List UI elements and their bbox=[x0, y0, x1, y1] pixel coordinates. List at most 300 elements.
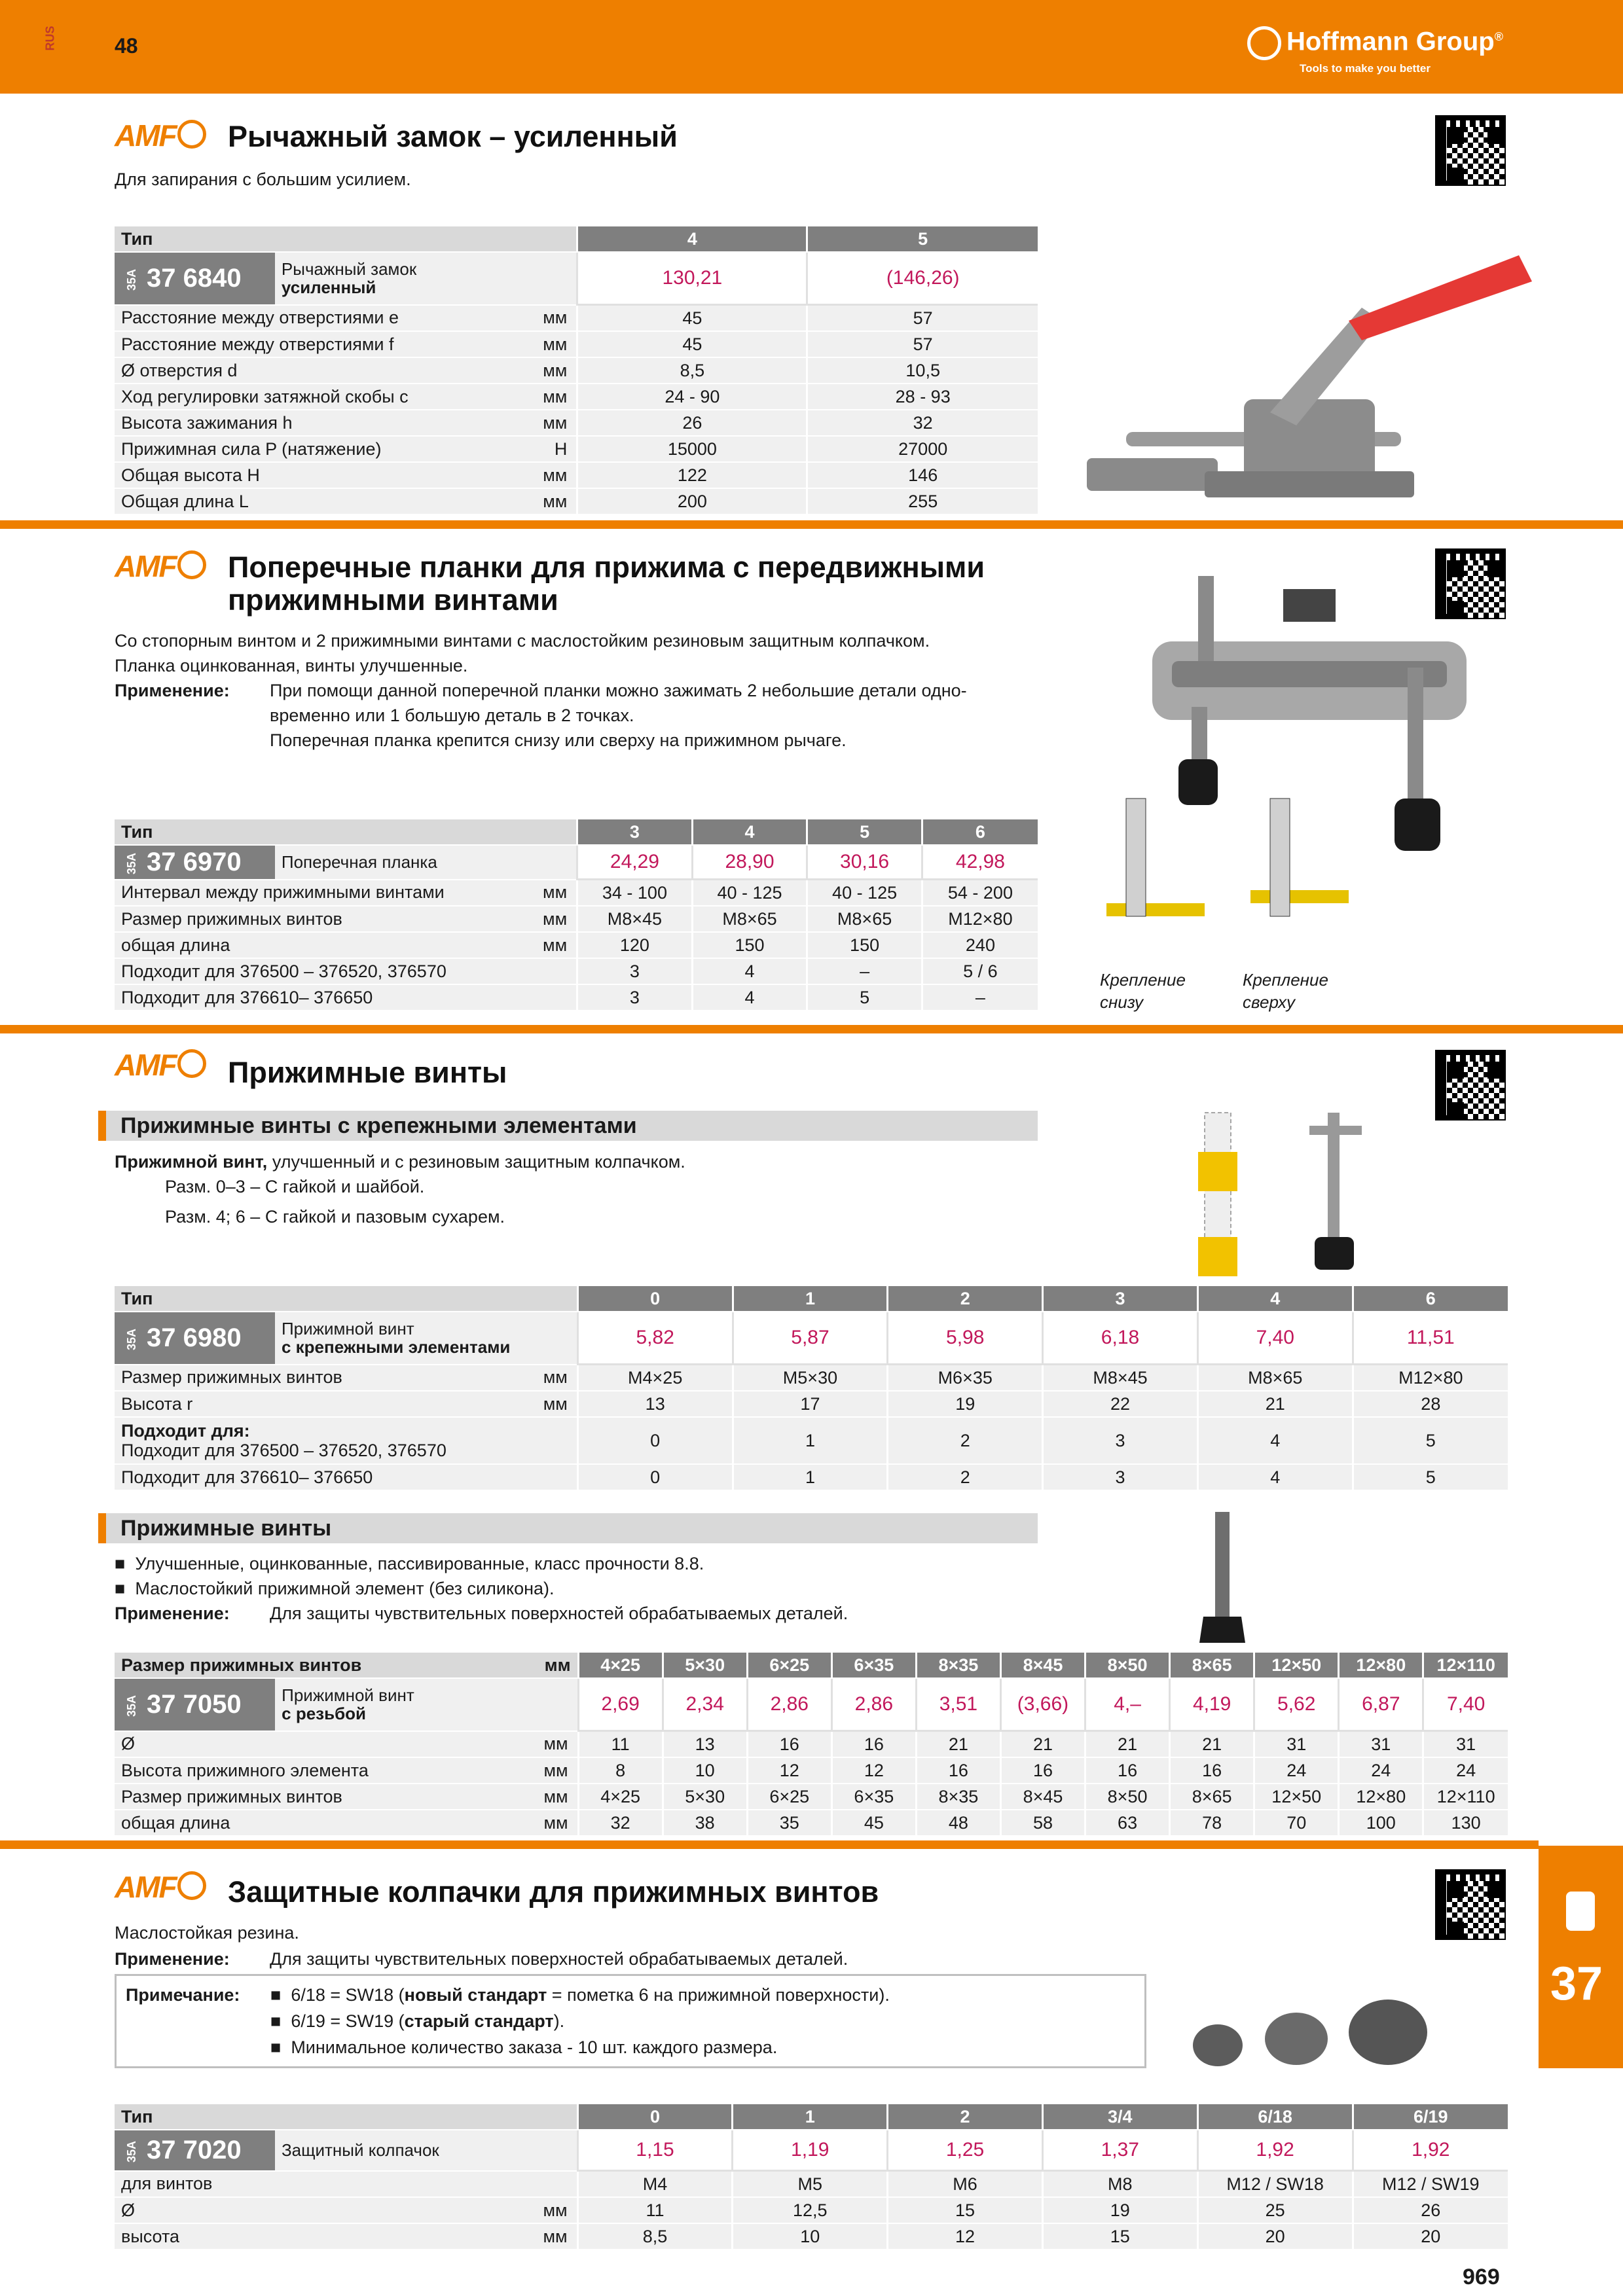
row-unit: мм bbox=[537, 1757, 578, 1784]
col-header: 1 bbox=[733, 2104, 888, 2130]
cell: 2 bbox=[888, 1464, 1043, 1490]
row-unit: мм bbox=[536, 2223, 577, 2250]
cell: M8×65 bbox=[807, 906, 922, 932]
cell: M4 bbox=[577, 2171, 733, 2198]
table-row bbox=[115, 488, 1038, 514]
col-header: 0 bbox=[577, 1286, 733, 1312]
hoffmann-logo-icon bbox=[1247, 26, 1281, 60]
col-header: 6/18 bbox=[1197, 2104, 1353, 2130]
price: 5,87 bbox=[733, 1312, 888, 1365]
col-header: 12×80 bbox=[1339, 1653, 1423, 1678]
col-header: 8×35 bbox=[916, 1653, 1000, 1678]
section-separator bbox=[0, 1840, 1539, 1849]
col-header: 6 bbox=[922, 819, 1038, 845]
cell: 12,5 bbox=[733, 2197, 888, 2223]
cell: – bbox=[922, 984, 1038, 1011]
spec-table-377020 bbox=[115, 2104, 1508, 2250]
col-header: 2 bbox=[888, 1286, 1043, 1312]
table-row bbox=[115, 2223, 1508, 2250]
spec-table-376840 bbox=[115, 226, 1038, 515]
cell: 100 bbox=[1339, 1810, 1423, 1836]
cell: 32 bbox=[807, 410, 1038, 436]
note-box bbox=[115, 1974, 1146, 2068]
cell: 20 bbox=[1197, 2223, 1353, 2250]
cell: 8×45 bbox=[1000, 1784, 1085, 1810]
cell: 130 bbox=[1423, 1810, 1508, 1836]
cell: 4 bbox=[692, 958, 807, 984]
price: (146,26) bbox=[807, 252, 1038, 305]
type-label: Размер прижимных винтов bbox=[115, 1653, 537, 1678]
cell: 3 bbox=[1043, 1417, 1198, 1464]
row-label: высота bbox=[115, 2223, 536, 2250]
price: 30,16 bbox=[807, 845, 922, 880]
table-row bbox=[115, 1464, 1508, 1490]
qr-code-icon bbox=[1435, 1869, 1506, 1940]
row-label: Подходит для 376500 – 376520, 376570 bbox=[115, 958, 536, 984]
spec-table-376980 bbox=[115, 1286, 1508, 1491]
row-unit: мм bbox=[536, 384, 577, 410]
type-label: Тип bbox=[115, 2104, 577, 2130]
product-name: Поперечная планка bbox=[275, 845, 577, 880]
cell: 0 bbox=[577, 1464, 733, 1490]
row-label: Размер прижимных винтов bbox=[115, 906, 536, 932]
cell: 4 bbox=[692, 984, 807, 1011]
table-row bbox=[115, 1391, 1508, 1417]
cell: 120 bbox=[577, 932, 693, 958]
table-row bbox=[115, 2171, 1508, 2198]
cell: 22 bbox=[1043, 1391, 1198, 1417]
table-row bbox=[115, 2197, 1508, 2223]
amf-logo: AMF bbox=[115, 1869, 206, 1905]
application-label: Применение: bbox=[115, 1604, 230, 1623]
cell: 12×110 bbox=[1423, 1784, 1508, 1810]
row-label: Подходит для 376610– 376650 bbox=[115, 1464, 577, 1490]
cell: 10 bbox=[663, 1757, 747, 1784]
row-unit: Н bbox=[536, 436, 577, 462]
table-row bbox=[115, 436, 1038, 462]
row-label: Расстояние между отверстиями f bbox=[115, 331, 536, 357]
cell: 48 bbox=[916, 1810, 1000, 1836]
cell: 15000 bbox=[577, 436, 807, 462]
cell: 16 bbox=[916, 1757, 1000, 1784]
cell: 5 bbox=[807, 984, 922, 1011]
row-unit: мм bbox=[536, 932, 577, 958]
cell: 24 bbox=[1339, 1757, 1423, 1784]
article-code: 35A 37 6970 bbox=[115, 845, 275, 880]
cell: 13 bbox=[577, 1391, 733, 1417]
cell: 12 bbox=[831, 1757, 916, 1784]
section-description: Маслостойкая резина. bbox=[115, 1923, 299, 1943]
col-header: 6 bbox=[1353, 1286, 1508, 1312]
cell: 32 bbox=[578, 1810, 663, 1836]
row-label: Общая длина L bbox=[115, 488, 536, 514]
price: 2,86 bbox=[831, 1678, 916, 1731]
footer-page-number: 969 bbox=[1463, 2265, 1500, 2289]
cell: M12×80 bbox=[1353, 1365, 1508, 1391]
brand-mark: ® bbox=[1494, 30, 1503, 44]
col-header: 8×65 bbox=[1170, 1653, 1254, 1678]
cell: M5 bbox=[733, 2171, 888, 2198]
cell: M8×65 bbox=[692, 906, 807, 932]
table-row bbox=[115, 384, 1038, 410]
cell: 24 bbox=[1423, 1757, 1508, 1784]
price: 1,25 bbox=[888, 2130, 1043, 2171]
row-label: Расстояние между отверстиями e bbox=[115, 305, 536, 332]
brand-name: Hoffmann Group bbox=[1286, 27, 1495, 56]
col-header: 5×30 bbox=[663, 1653, 747, 1678]
table-header-row bbox=[115, 819, 1038, 845]
cell: 200 bbox=[577, 488, 807, 514]
cell: 24 - 90 bbox=[577, 384, 807, 410]
row-unit: мм bbox=[536, 880, 577, 906]
cell: 240 bbox=[922, 932, 1038, 958]
section-description: Для запирания с большим усилием. bbox=[115, 170, 411, 189]
section-separator bbox=[0, 520, 1623, 529]
cell: 19 bbox=[888, 1391, 1043, 1417]
cell: 0 bbox=[577, 1417, 733, 1464]
cell: 122 bbox=[577, 462, 807, 488]
table-row bbox=[115, 357, 1038, 384]
table-header-row bbox=[115, 226, 1038, 252]
cell: M8 bbox=[1042, 2171, 1197, 2198]
product-name: Защитный колпачок bbox=[275, 2130, 577, 2171]
price: 1,37 bbox=[1042, 2130, 1197, 2171]
cell: 26 bbox=[577, 410, 807, 436]
table-row bbox=[115, 305, 1038, 332]
row-unit: мм bbox=[537, 1365, 578, 1391]
price: 42,98 bbox=[922, 845, 1038, 880]
note-item: ■ Минимальное количество заказа - 10 шт. каждого размера. bbox=[270, 2037, 778, 2057]
note-item: ■ 6/19 = SW19 (старый стандарт). bbox=[270, 2011, 565, 2031]
table-row bbox=[115, 410, 1038, 436]
cell: M8×65 bbox=[1197, 1365, 1353, 1391]
col-header: 5 bbox=[807, 226, 1038, 252]
application-label: Применение: bbox=[115, 1949, 230, 1969]
caption-bottom-mount: Крепление снизу bbox=[1100, 970, 1186, 1012]
price-row bbox=[115, 2130, 1508, 2171]
row-unit: мм bbox=[536, 906, 577, 932]
price: 7,40 bbox=[1197, 1312, 1353, 1365]
section-description: Прижимной винт, улучшенный и с резиновым защитным колпачком. bbox=[115, 1152, 685, 1172]
row-unit: мм bbox=[536, 305, 577, 332]
row-label: Размер прижимных винтов bbox=[115, 1784, 537, 1810]
cell: 28 bbox=[1353, 1391, 1508, 1417]
cell: 3 bbox=[577, 984, 693, 1011]
table-row bbox=[115, 1731, 1508, 1758]
row-label: Ø отверстия d bbox=[115, 357, 536, 384]
cell: M12 / SW18 bbox=[1197, 2171, 1353, 2198]
cell: 34 - 100 bbox=[577, 880, 693, 906]
price: 1,92 bbox=[1353, 2130, 1508, 2171]
qr-code-icon bbox=[1435, 115, 1506, 186]
row-label: Высота зажимания h bbox=[115, 410, 536, 436]
cell: 3 bbox=[577, 958, 693, 984]
cell: 21 bbox=[1197, 1391, 1353, 1417]
col-header: 6×25 bbox=[747, 1653, 831, 1678]
cell: M12 / SW19 bbox=[1353, 2171, 1508, 2198]
col-header: 12×50 bbox=[1254, 1653, 1339, 1678]
price: 5,98 bbox=[888, 1312, 1043, 1365]
chapter-number: 37 bbox=[1550, 1958, 1603, 2010]
row-unit: мм bbox=[537, 1391, 578, 1417]
cell: 10 bbox=[733, 2223, 888, 2250]
product-name: Прижимной винт с крепежными элементами bbox=[275, 1312, 577, 1365]
cell: 4×25 bbox=[578, 1784, 663, 1810]
cell: 20 bbox=[1353, 2223, 1508, 2250]
row-unit: мм bbox=[536, 331, 577, 357]
cell: 150 bbox=[692, 932, 807, 958]
cell: 21 bbox=[1085, 1731, 1170, 1758]
cell: 31 bbox=[1423, 1731, 1508, 1758]
price: 130,21 bbox=[577, 252, 807, 305]
cell: 8×35 bbox=[916, 1784, 1000, 1810]
row-unit: мм bbox=[536, 488, 577, 514]
bullet-item: ■ Маслостойкий прижимной элемент (без силикона). bbox=[115, 1579, 555, 1598]
cell: 26 bbox=[1353, 2197, 1508, 2223]
cell: 150 bbox=[807, 932, 922, 958]
price-row bbox=[115, 252, 1038, 305]
table-header-row bbox=[115, 2104, 1508, 2130]
cell: 40 - 125 bbox=[807, 880, 922, 906]
cell: 21 bbox=[1170, 1731, 1254, 1758]
cell: – bbox=[807, 958, 922, 984]
section-title: Рычажный замок – усиленный bbox=[228, 120, 678, 153]
cell: 54 - 200 bbox=[922, 880, 1038, 906]
cell: 21 bbox=[916, 1731, 1000, 1758]
section-title: Поперечные планки для прижима с передвижными прижимными винтами bbox=[228, 550, 985, 617]
col-header: 4 bbox=[577, 226, 807, 252]
cell: M6 bbox=[888, 2171, 1043, 2198]
cell: M12×80 bbox=[922, 906, 1038, 932]
col-header: 3 bbox=[1043, 1286, 1198, 1312]
bullet-item: ■ Улучшенные, оцинкованные, пассивированные, класс прочности 8.8. bbox=[115, 1554, 704, 1573]
price: 3,51 bbox=[916, 1678, 1000, 1731]
amf-ring-icon bbox=[177, 550, 206, 579]
cell: 12 bbox=[888, 2223, 1043, 2250]
col-header: 0 bbox=[577, 2104, 733, 2130]
cell: 21 bbox=[1000, 1731, 1085, 1758]
row-unit: мм bbox=[537, 1810, 578, 1836]
cell: 70 bbox=[1254, 1810, 1339, 1836]
subsection-header: Прижимные винты с крепежными элементами bbox=[98, 1111, 1038, 1141]
row-label: Прижимная сила P (натяжение) bbox=[115, 436, 536, 462]
table-row bbox=[115, 1810, 1508, 1836]
table-row bbox=[115, 1757, 1508, 1784]
price: 2,34 bbox=[663, 1678, 747, 1731]
col-header: 12×110 bbox=[1423, 1653, 1508, 1678]
article-code: 35A 37 6980 bbox=[115, 1312, 275, 1365]
row-unit: мм bbox=[536, 357, 577, 384]
row-label: Ход регулировки затяжной скобы c bbox=[115, 384, 536, 410]
row-label: общая длина bbox=[115, 932, 536, 958]
cell: 5 / 6 bbox=[922, 958, 1038, 984]
price: 2,86 bbox=[747, 1678, 831, 1731]
cell: 5 bbox=[1353, 1417, 1508, 1464]
cell: 78 bbox=[1170, 1810, 1254, 1836]
mounting-diagram-image bbox=[1093, 772, 1355, 969]
cell: 25 bbox=[1197, 2197, 1353, 2223]
chapter-tab bbox=[1539, 1846, 1623, 2068]
type-label: Тип bbox=[115, 1286, 577, 1312]
table-row bbox=[115, 1417, 1508, 1464]
cell: 5 bbox=[1353, 1464, 1508, 1490]
table-row bbox=[115, 958, 1038, 984]
table-row bbox=[115, 462, 1038, 488]
caption-top-mount: Крепление сверху bbox=[1243, 970, 1328, 1012]
col-header: 4×25 bbox=[578, 1653, 663, 1678]
amf-ring-icon bbox=[177, 1871, 206, 1900]
threaded-screw-image bbox=[1192, 1505, 1257, 1649]
hoffmann-logo bbox=[1247, 26, 1503, 60]
cell: 31 bbox=[1254, 1731, 1339, 1758]
table-header-row bbox=[115, 1653, 1508, 1678]
cell: 8×50 bbox=[1085, 1784, 1170, 1810]
price: 6,87 bbox=[1339, 1678, 1423, 1731]
cell: 8 bbox=[578, 1757, 663, 1784]
product-name: Прижимной винт с резьбой bbox=[275, 1678, 578, 1731]
amf-ring-icon bbox=[177, 120, 206, 149]
application-text: Для защиты чувствительных поверхностей обрабатываемых деталей. bbox=[270, 1604, 848, 1623]
cell: 16 bbox=[1170, 1757, 1254, 1784]
row-unit: мм bbox=[536, 2197, 577, 2223]
cell: 45 bbox=[831, 1810, 916, 1836]
size-note: Разм. 0–3 – С гайкой и шайбой. bbox=[165, 1177, 425, 1196]
application-text: При помощи данной поперечной планки можно зажимать 2 небольшие детали одно- временно или 1 большую деталь в 2 точках. Поперечная планка крепится снизу или сверху на прижимном рычаге. bbox=[270, 681, 967, 750]
price: 2,69 bbox=[578, 1678, 663, 1731]
price: 24,29 bbox=[577, 845, 693, 880]
cell: 13 bbox=[663, 1731, 747, 1758]
article-code: 35A 37 7020 bbox=[115, 2130, 275, 2171]
row-label: Общая высота H bbox=[115, 462, 536, 488]
cell: 17 bbox=[733, 1391, 888, 1417]
cell: 8,5 bbox=[577, 357, 807, 384]
cell: 27000 bbox=[807, 436, 1038, 462]
cell: 16 bbox=[747, 1731, 831, 1758]
section-title: Прижимные винты bbox=[228, 1056, 507, 1089]
article-code: 35A 37 7050 bbox=[115, 1678, 275, 1731]
amf-logo: AMF bbox=[115, 548, 206, 584]
row-unit: мм bbox=[536, 462, 577, 488]
col-header: 2 bbox=[888, 2104, 1043, 2130]
cell: 57 bbox=[807, 305, 1038, 332]
cell: 35 bbox=[747, 1810, 831, 1836]
cell: 16 bbox=[1000, 1757, 1085, 1784]
cell: M4×25 bbox=[577, 1365, 733, 1391]
cell: 4 bbox=[1197, 1417, 1353, 1464]
unit: мм bbox=[537, 1653, 578, 1678]
cell: 31 bbox=[1339, 1731, 1423, 1758]
amf-ring-icon bbox=[177, 1049, 206, 1078]
cell: 24 bbox=[1254, 1757, 1339, 1784]
price: 1,19 bbox=[733, 2130, 888, 2171]
cell: M6×35 bbox=[888, 1365, 1043, 1391]
col-header: 5 bbox=[807, 819, 922, 845]
row-unit bbox=[536, 958, 577, 984]
cell: 5×30 bbox=[663, 1784, 747, 1810]
cell: 28 - 93 bbox=[807, 384, 1038, 410]
row-unit: мм bbox=[537, 1731, 578, 1758]
product-name: Рычажный замок усиленный bbox=[275, 252, 577, 305]
cell: 8×65 bbox=[1170, 1784, 1254, 1810]
row-unit: мм bbox=[536, 410, 577, 436]
cell: 3 bbox=[1043, 1464, 1198, 1490]
cell: 40 - 125 bbox=[692, 880, 807, 906]
table-row bbox=[115, 331, 1038, 357]
row-label: Высота прижимного элемента bbox=[115, 1757, 537, 1784]
qr-code-icon bbox=[1435, 1050, 1506, 1121]
spec-table-377050 bbox=[115, 1653, 1508, 1837]
size-note: Разм. 4; 6 – С гайкой и пазовым сухарем. bbox=[165, 1207, 505, 1227]
price: 11,51 bbox=[1353, 1312, 1508, 1365]
price-row bbox=[115, 1312, 1508, 1365]
application-text: Для защиты чувствительных поверхностей обрабатываемых деталей. bbox=[270, 1949, 848, 1969]
price: 1,15 bbox=[577, 2130, 733, 2171]
row-unit: мм bbox=[537, 1784, 578, 1810]
price: 4,– bbox=[1085, 1678, 1170, 1731]
amf-logo: AMF bbox=[115, 1047, 206, 1083]
cell: 16 bbox=[1085, 1757, 1170, 1784]
cell: M5×30 bbox=[733, 1365, 888, 1391]
article-code: 35A 37 6840 bbox=[115, 252, 275, 305]
col-header: 3 bbox=[577, 819, 693, 845]
table-row bbox=[115, 932, 1038, 958]
type-label: Тип bbox=[115, 819, 577, 845]
col-header: 6/19 bbox=[1353, 2104, 1508, 2130]
language-code: RUS bbox=[43, 26, 57, 51]
note-item: ■ 6/18 = SW18 (новый стандарт = пометка 6 на прижимной поверхности). bbox=[270, 1985, 890, 2005]
cell: 4 bbox=[1197, 1464, 1353, 1490]
price-row bbox=[115, 1678, 1508, 1731]
price: 5,62 bbox=[1254, 1678, 1339, 1731]
row-label: Интервал между прижимными винтами bbox=[115, 880, 536, 906]
subsection-header: Прижимные винты bbox=[98, 1513, 1038, 1543]
table-row bbox=[115, 984, 1038, 1011]
row-label: Ø bbox=[115, 2197, 536, 2223]
col-header: 8×45 bbox=[1000, 1653, 1085, 1678]
table-row bbox=[115, 880, 1038, 906]
spec-table-376970 bbox=[115, 819, 1038, 1011]
cell: 12 bbox=[747, 1757, 831, 1784]
application-label: Применение: bbox=[115, 681, 230, 700]
cell: 11 bbox=[578, 1731, 663, 1758]
screw-cap-icon bbox=[1561, 1885, 1600, 1937]
cell: 45 bbox=[577, 331, 807, 357]
price: 4,19 bbox=[1170, 1678, 1254, 1731]
cell: 1 bbox=[733, 1464, 888, 1490]
price: 1,92 bbox=[1197, 2130, 1353, 2171]
cell: 6×25 bbox=[747, 1784, 831, 1810]
row-label: Ø bbox=[115, 1731, 537, 1758]
cell: 146 bbox=[807, 462, 1038, 488]
row-label: общая длина bbox=[115, 1810, 537, 1836]
price-row bbox=[115, 845, 1038, 880]
cell: 12×50 bbox=[1254, 1784, 1339, 1810]
table-row bbox=[115, 1365, 1508, 1391]
amf-logo: AMF bbox=[115, 118, 206, 153]
col-header: 4 bbox=[1197, 1286, 1353, 1312]
price: 28,90 bbox=[692, 845, 807, 880]
row-label: для винтов bbox=[115, 2171, 536, 2198]
cell: 63 bbox=[1085, 1810, 1170, 1836]
note-label: Примечание: bbox=[126, 1985, 240, 2005]
cell: 16 bbox=[831, 1731, 916, 1758]
row-label: Подходит для: Подходит для 376500 – 376520, 376570 bbox=[115, 1417, 577, 1464]
table-row bbox=[115, 906, 1038, 932]
row-label: Размер прижимных винтов bbox=[115, 1365, 537, 1391]
cell: 45 bbox=[577, 305, 807, 332]
col-header: 6×35 bbox=[831, 1653, 916, 1678]
price: (3,66) bbox=[1000, 1678, 1085, 1731]
